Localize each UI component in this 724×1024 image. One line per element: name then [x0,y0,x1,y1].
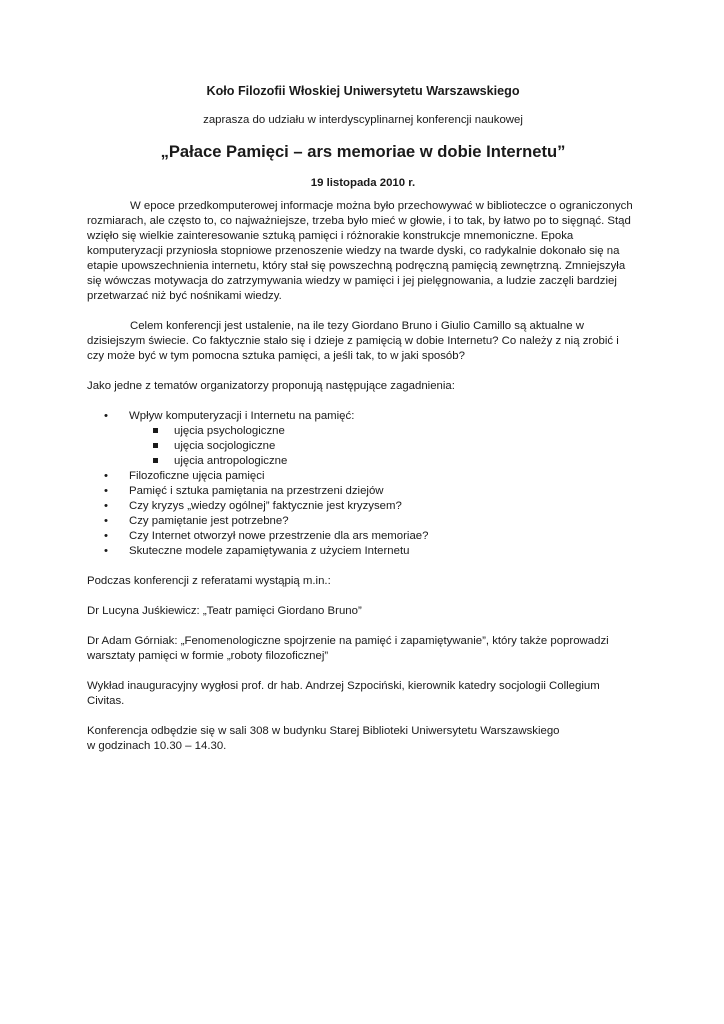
square-bullet-icon [153,443,158,448]
bullet-icon: • [104,530,108,542]
conference-date: 19 listopada 2010 r. [310,177,416,189]
square-bullet-icon [153,458,158,463]
list-item [87,544,639,559]
list-item [129,424,639,439]
speakers-intro: Podczas konferencji z referatami wystąpią m.in.: [87,575,331,587]
topics-list [87,409,639,559]
speaker-juskiewicz: Dr Lucyna Juśkiewicz: „Teatr pamięci Giordano Bruno” [87,605,362,617]
subtopics-list [129,424,639,469]
list-item [87,499,639,514]
organizer-heading: Koło Filozofii Włoskiej Uniwersytetu Warszawskiego [206,84,520,98]
topic-text: Czy kryzys „wiedzy ogólnej” faktycznie jest kryzysem? [129,500,402,512]
time-line: w godzinach 10.30 – 14.30. [87,740,227,752]
topic-text: Czy Internet otworzył nowe przestrzenie dla ars memoriae? [129,530,429,542]
invitation-line: zaprasza do udziału w interdyscyplinarnej konferencji naukowej [203,114,523,126]
topic-text: Wpływ komputeryzacji i Internetu na pamięć: [129,410,355,422]
topic-text: Pamięć i sztuka pamiętania na przestrzeni dziejów [129,485,384,497]
topics-intro: Jako jedne z tematów organizatorzy proponują następujące zagadnienia: [87,380,455,392]
list-item [87,514,639,529]
document-body [87,84,639,769]
bullet-icon: • [104,470,108,482]
square-bullet-icon [153,428,158,433]
bullet-icon: • [104,500,108,512]
bullet-icon: • [104,410,108,422]
location-info [87,724,639,754]
list-item [129,454,639,469]
subtopic-text: ujęcia socjologiczne [174,440,276,452]
bullet-icon: • [104,545,108,557]
list-item [87,529,639,544]
list-item [129,439,639,454]
conference-title: „Pałace Pamięci – ars memoriae w dobie Internetu” [160,142,566,161]
bullet-icon: • [104,515,108,527]
intro-paragraph: W epoce przedkomputerowej informacje można było przechowywać w biblioteczce o ograniczonych rozmiarach, ale często to, co najważniejsze, trzeba było mieć w głowie, i to tak, by łatwo po to sięgnąć. Stąd wzięło się wielkie zainteresowanie sztuką pamięci i różnorakie konstrukcje mnemoniczne. Epoka komputeryzacji przyniosła stopniowe przenoszenie wiedzy na twarde dyski, co radykalnie dokonało się na etapie upowszechnienia internetu, który stał się powszechną podręczną pamięcią zewnętrzną. Zmniejszyła się wówczas motywacja do zatrzymywania wiedzy w pamięci i jej pielęgnowania, a ludzie zaczęli bardziej przetwarzać niż być nośnikami wiedzy. [87,200,633,302]
goal-paragraph: Celem konferencji jest ustalenie, na ile tezy Giordano Bruno i Giulio Camillo są aktualne w dzisiejszym świecie. Co faktycznie stało się i dzieje z pamięcią w dobie Internetu? Co należy z nią zrobić i czy może być w tym pomocna sztuka pamięci, a jeśli tak, to w jaki sposób? [87,320,619,362]
location-line: Konferencja odbędzie się w sali 308 w budynku Starej Biblioteki Uniwersytetu Warszawskiego [87,725,560,737]
list-item [87,469,639,484]
bullet-icon: • [104,485,108,497]
topic-text: Czy pamiętanie jest potrzebne? [129,515,289,527]
list-item [87,484,639,499]
subtopic-text: ujęcia psychologiczne [174,425,285,437]
topic-text: Skuteczne modele zapamiętywania z użyciem Internetu [129,545,410,557]
inaugural-lecture: Wykład inauguracyjny wygłosi prof. dr hab. Andrzej Szpociński, kierownik katedry socjologii Collegium Civitas. [87,680,600,707]
topic-text: Filozoficzne ujęcia pamięci [129,470,265,482]
speaker-gorniak: Dr Adam Górniak: „Fenomenologiczne spojrzenie na pamięć i zapamiętywanie”, który także poprowadzi warsztaty pamięci w formie „roboty filozoficznej” [87,635,609,662]
subtopic-text: ujęcia antropologiczne [174,455,288,467]
list-item [87,409,639,469]
